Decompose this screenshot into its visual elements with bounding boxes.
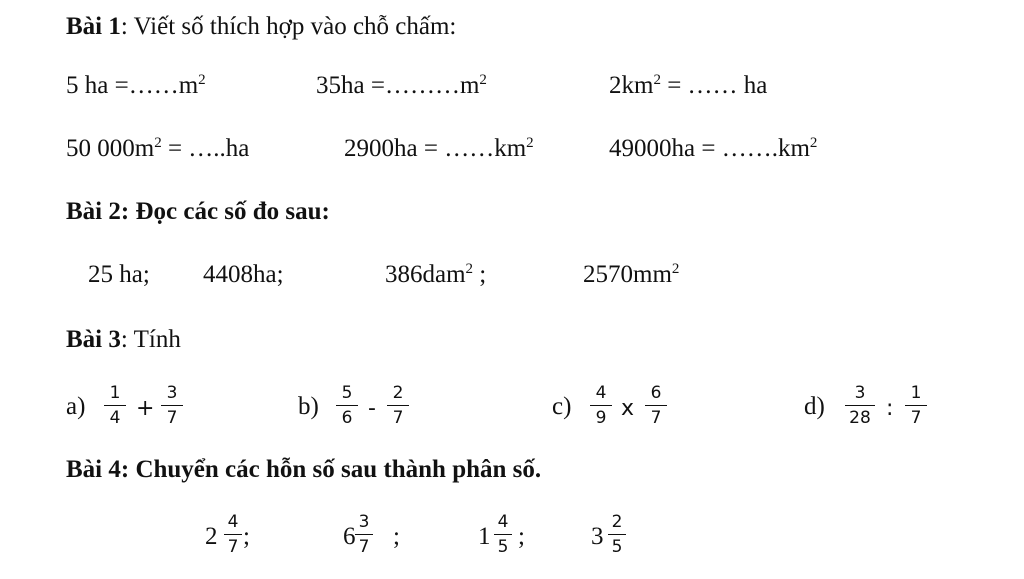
bai1-row2-item2-sup: 2 [526, 135, 534, 151]
numerator: 5 [341, 383, 353, 403]
bai3-item-a-frac2 [161, 383, 183, 428]
bai1-row2-item2 [344, 134, 534, 167]
bai3-item-b-operator: - [368, 396, 376, 421]
bai2-item3-after: ; [473, 261, 487, 288]
numerator: 2 [392, 383, 404, 403]
bai1-row1-item3-sup: 2 [653, 72, 661, 88]
denominator: 7 [227, 537, 239, 557]
denominator: 4 [109, 408, 121, 428]
bai2-item1: 25 ha; [88, 261, 150, 288]
denominator: 5 [497, 537, 509, 557]
bai4-item2-separator: ; [393, 523, 400, 550]
numerator: 2 [611, 512, 623, 532]
bai3-item-b-frac1 [336, 383, 358, 428]
bai4-item4-frac [608, 512, 626, 557]
bai1-row1-item2-text: 35ha =………m [316, 72, 480, 99]
bai2-item2: 4408ha; [203, 261, 284, 288]
bai4-item3-whole: 1 [478, 523, 491, 550]
bai4-item1-whole: 2 [205, 523, 218, 550]
bai4-heading: Bài 4: Chuyển các hỗn số sau thành phân số. [66, 456, 542, 483]
bai4-item2-whole: 6 [343, 523, 356, 550]
bai3-item-c-label: c) [552, 393, 572, 420]
bai1-row2-item1 [66, 134, 249, 167]
bai1-row1-item1 [66, 71, 206, 104]
bai1-heading: Bài 1 [66, 13, 121, 40]
bai2-item4 [583, 260, 679, 293]
denominator: 6 [341, 408, 353, 428]
denominator: 7 [392, 408, 404, 428]
bai3-item-a-operator: + [136, 396, 155, 421]
bai1-row1-item2 [316, 71, 487, 104]
bai3-item-d-label: d) [804, 393, 825, 420]
bai4-item4-whole: 3 [591, 523, 604, 550]
bai3-item-d-operator: : [886, 396, 894, 421]
bai1-row1-item1-sup: 2 [198, 72, 206, 88]
numerator: 4 [595, 383, 607, 403]
bai3-title [66, 325, 181, 355]
bai1-row1-item2-sup: 2 [479, 72, 487, 88]
denominator: 5 [611, 537, 623, 557]
numerator: 4 [497, 512, 509, 532]
numerator: 4 [227, 512, 239, 532]
bai4-item1-separator: ; [243, 523, 250, 550]
numerator: 3 [358, 512, 370, 532]
bai3-item-d-frac2 [905, 383, 927, 428]
bai4-item2-frac [355, 512, 373, 557]
numerator: 1 [910, 383, 922, 403]
denominator: 7 [358, 537, 370, 557]
bai3-item-c-frac2 [645, 383, 667, 428]
bai1-row2-item3-text: 49000ha = …….km [609, 135, 810, 162]
bai2-item3 [385, 260, 486, 293]
bai1-row2-item1-sup: 2 [154, 135, 162, 151]
bai2-item4-sup: 2 [671, 261, 680, 277]
bai2-heading: Bài 2: Đọc các số đo sau: [66, 198, 330, 225]
bai1-row1-item1-text: 5 ha =……m [66, 72, 199, 99]
bai4-item3-separator: ; [518, 523, 525, 550]
bai3-item-c-operator: x [621, 396, 635, 421]
bai2-item3-sup: 2 [465, 261, 474, 277]
bai3-instruction: : Tính [120, 326, 181, 353]
denominator: 7 [910, 408, 922, 428]
bai2-item4-text: 2570mm [583, 261, 672, 288]
bai1-row2-item1-after: = …..ha [161, 135, 250, 162]
bai1-row1-item3 [609, 71, 767, 104]
bai1-instruction: : Viết số thích hợp vào chỗ chấm: [120, 13, 457, 40]
bai1-row2-item2-text: 2900ha = ……km [344, 135, 527, 162]
bai3-item-a-frac1 [104, 383, 126, 428]
numerator: 3 [166, 383, 178, 403]
bai3-item-b-label: b) [298, 393, 319, 420]
denominator: 7 [166, 408, 178, 428]
bai3-item-b-frac2 [387, 383, 409, 428]
denominator: 9 [595, 408, 607, 428]
bai1-row2-item1-text: 50 000m [66, 135, 155, 162]
bai3-item-c-frac1 [590, 383, 612, 428]
bai3-item-a-label: a) [66, 393, 86, 420]
numerator: 6 [650, 383, 662, 403]
bai1-row1-item3-text: 2km [609, 72, 654, 99]
bai1-row2-item3 [609, 134, 817, 167]
bai1-title [66, 12, 456, 42]
bai1-row2-item3-sup: 2 [809, 135, 818, 151]
denominator: 28 [849, 408, 871, 428]
bai2-item3-text: 386dam [385, 261, 466, 288]
numerator: 3 [854, 383, 866, 403]
denominator: 7 [650, 408, 662, 428]
numerator: 1 [109, 383, 121, 403]
bai3-item-d-frac1 [845, 383, 875, 428]
bai3-heading: Bài 3 [66, 326, 121, 353]
bai4-item3-frac [494, 512, 512, 557]
bai1-row1-item3-after: = …… ha [660, 72, 768, 99]
bai4-item1-frac [224, 512, 242, 557]
